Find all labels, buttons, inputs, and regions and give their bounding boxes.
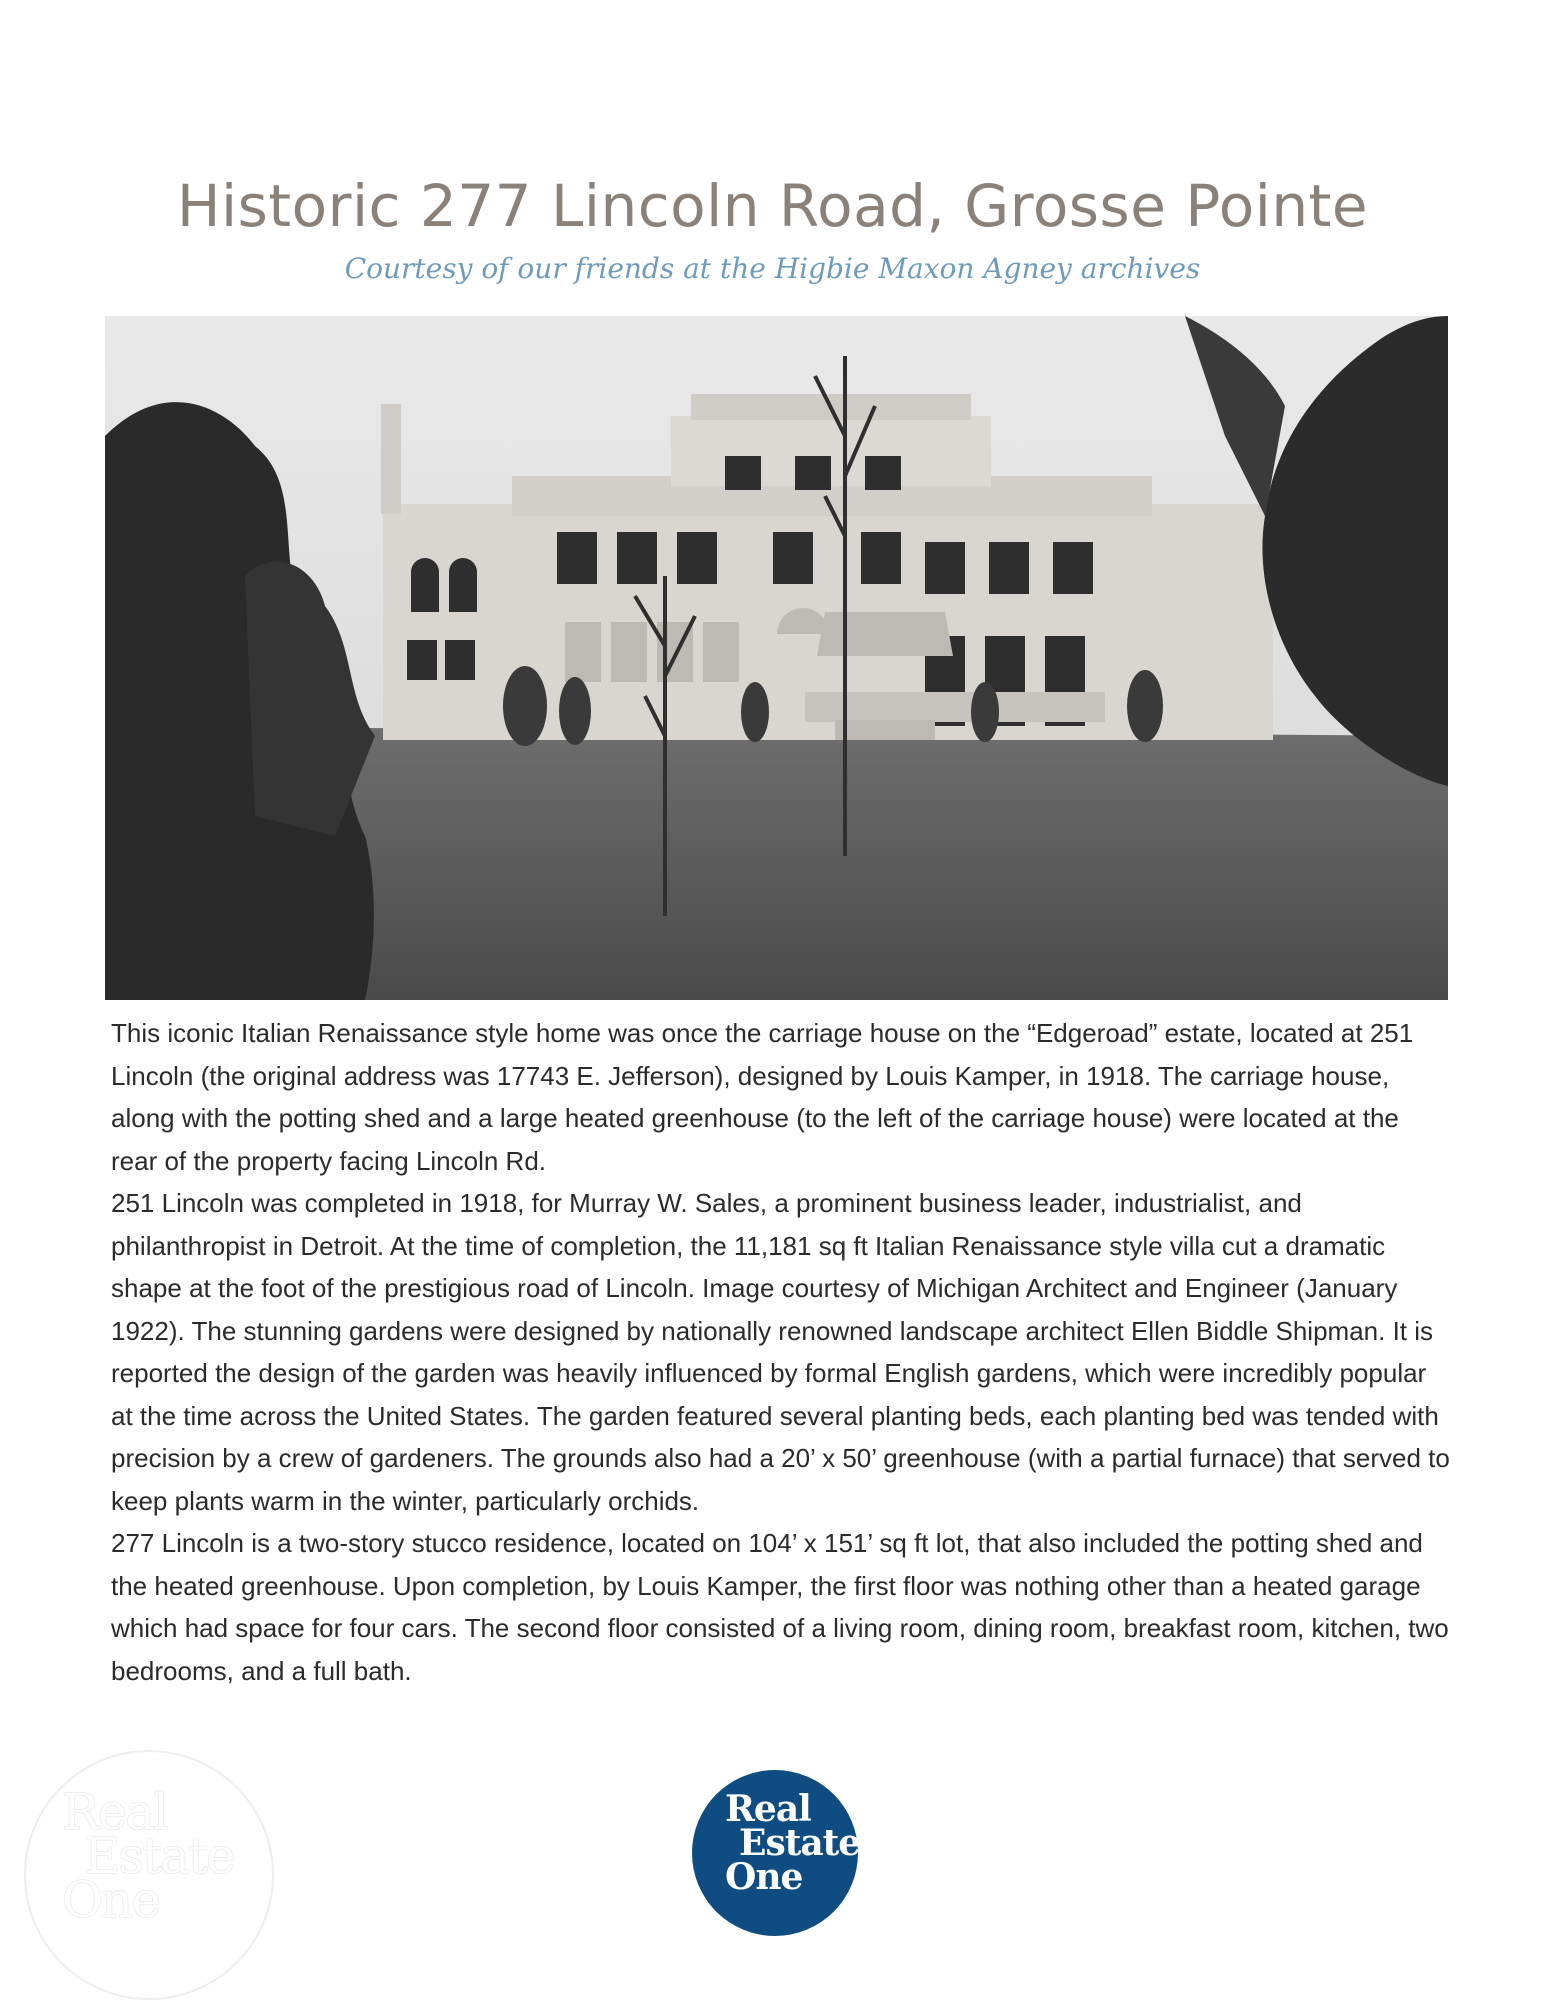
brand-logo-line: Estate — [739, 1822, 861, 1864]
watermark-logo-line: Real — [62, 1783, 168, 1841]
watermark-logo-line: Estate — [84, 1827, 234, 1885]
brand-logo-line: One — [725, 1856, 803, 1898]
article-paragraph: This iconic Italian Renaissance style home was once the carriage house on the “Edgeroad” estate, located at 251 Lincoln (the original address was 17743 E. Jefferson), designed by Louis Kamper, in 1918. The carriage house, along with the potting shed and a large heated greenhouse (to the left of the carriage house) were located at the rear of the property facing Lincoln Rd. — [111, 1018, 1414, 1176]
brand-logo-line: Real — [725, 1788, 811, 1830]
page-title: Historic 277 Lincoln Road, Grosse Pointe — [176, 172, 1369, 240]
watermark-logo-line: One — [62, 1871, 159, 1929]
brand-logo — [692, 1770, 861, 1936]
historic-estate-photo — [105, 316, 1448, 1000]
watermark-logo — [24, 1750, 274, 2000]
article-paragraph: 251 Lincoln was completed in 1918, for Murray W. Sales, a prominent business leader, industrialist, and philanthropist in Detroit. At the time of completion, the 11,181 sq ft Italian Renaissance style villa cut a dramatic shape at the foot of the prestigious road of Lincoln. Image courtesy of Michigan Architect and Engineer (January 1922). The stunning gardens were designed by nationally renowned landscape architect Ellen Biddle Shipman. It is reported the design of the garden was heavily influenced by formal English gardens, which were incredibly popular at the time across the United States. The garden featured several planting beds, each planting bed was tended with precision by a crew of gardeners. The grounds also had a 20’ x 50’ greenhouse (with a partial furnace) that served to keep plants warm in the winter, particularly orchids. — [111, 1188, 1450, 1516]
article-paragraph: 277 Lincoln is a two-story stucco residence, located on 104’ x 151’ sq ft lot, that also included the potting shed and the heated greenhouse. Upon completion, by Louis Kamper, the first floor was nothing other than a heated garage which had space for four cars. The second floor consisted of a living room, dining room, breakfast room, kitchen, two bedrooms, and a full bath. — [111, 1528, 1449, 1686]
article-body — [111, 1012, 1451, 1692]
photo-credit-subtitle: Courtesy of our friends at the Higbie Maxon Agney archives — [344, 252, 1201, 285]
